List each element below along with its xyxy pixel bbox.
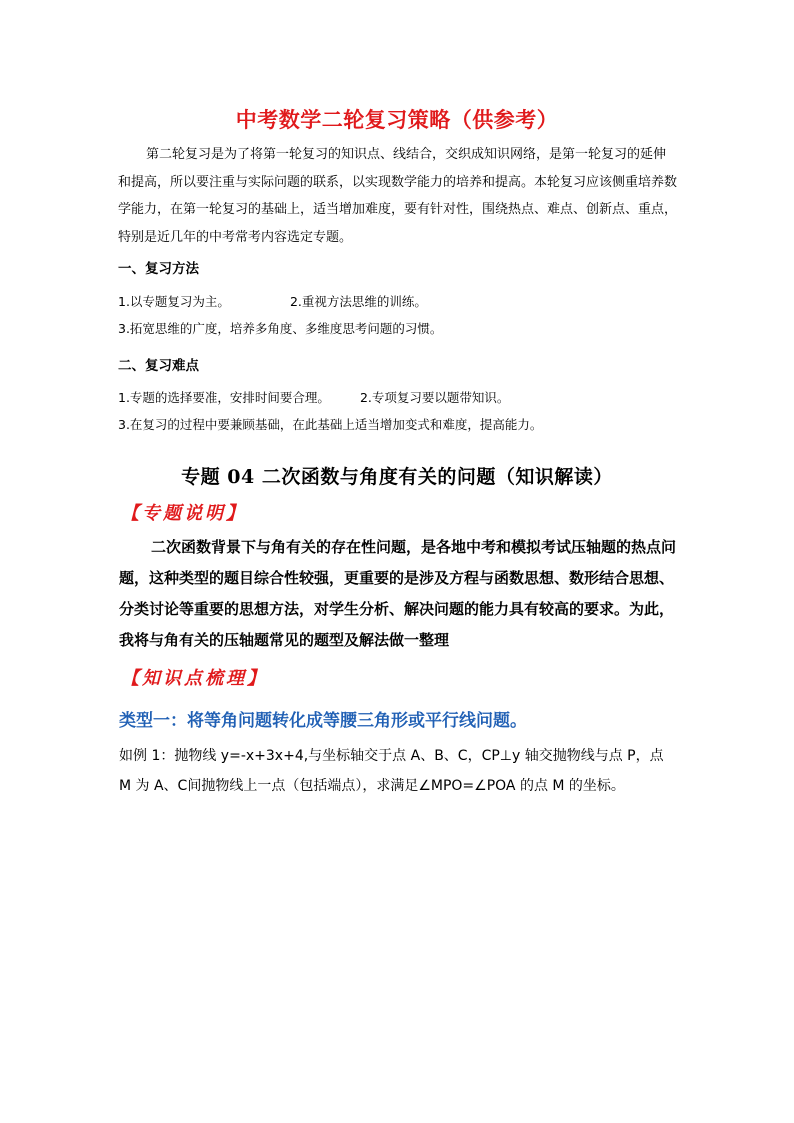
section-heading-review-methods: 一、复习方法 [118, 261, 199, 277]
topic-description: 二次函数背景下与角有关的存在性问题，是各地中考和模拟考试压轴题的热点问题，这种类型的题目综合性较强，更重要的是涉及方程与函数思想、数形结合思想、分类讨论等重要的思想方法，对学生分析、解决问题的能力具有较高的要求。为此，我将与角有关的压轴题常见的题型及解法做一整理 [119, 538, 677, 649]
knowledge-points-heading: 【知识点梳理】 [121, 668, 268, 689]
review-difficulties-line-1 [118, 388, 509, 406]
review-difficulty-item-2: 2.专项复习要以题带知识。 [359, 390, 510, 405]
review-difficulty-item-1: 1.专题的选择要准，安排时间要合理。 [118, 390, 330, 405]
section-heading-review-difficulties: 二、复习难点 [118, 358, 199, 374]
topic-description-heading: 【专题说明】 [121, 503, 247, 524]
type-one-heading: 类型一：将等角问题转化成等腰三角形或平行线问题。 [119, 711, 527, 731]
review-methods-line-1 [118, 292, 427, 310]
example-one-text: 如例 1：抛物线 y=-x+3x+4,与坐标轴交于点 A、B、C，CP⊥y 轴交抛物线与点 P，点 M 为 A、C间抛物线上一点（包括端点），求满足∠MPO=∠POA 的点 M 的坐标。 [119, 748, 664, 794]
review-difficulty-item-3: 3.在复习的过程中要兼顾基础，在此基础上适当增加变式和难度，提高能力。 [118, 417, 543, 432]
review-method-item-1: 1.以专题复习为主。 [118, 294, 230, 309]
document-title: 中考数学二轮复习策略（供参考） [235, 108, 559, 132]
review-method-item-2: 2.重视方法思维的训练。 [289, 294, 427, 309]
intro-paragraph: 第二轮复习是为了将第一轮复习的知识点、线结合，交织成知识网络，是第一轮复习的延伸和提高，所以要注重与实际问题的联系，以实现数学能力的培养和提高。本轮复习应该侧重培养数学能力，在第一轮复习的基础上，适当增加难度，要有针对性，围绕热点、难点、创新点、重点，特别是近几年的中考常考内容选定专题。 [118, 147, 678, 245]
topic-title: 专题 04 二次函数与角度有关的问题（知识解读） [181, 466, 613, 488]
review-method-item-3: 3.拓宽思维的广度，培养多角度、多维度思考问题的习惯。 [118, 321, 443, 336]
